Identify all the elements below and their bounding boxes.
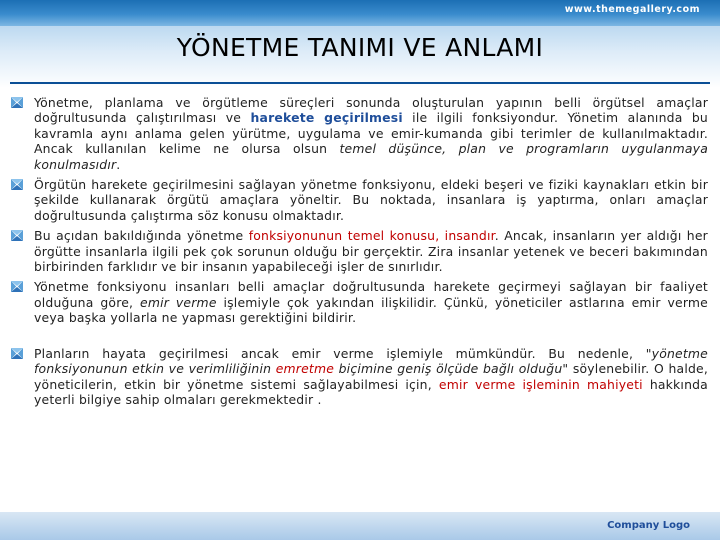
italic-text: emir verme xyxy=(140,294,217,310)
highlight-text: fonksiyonunun temel konusu, insandır xyxy=(248,228,495,244)
diamond-bullet-icon xyxy=(10,96,24,110)
italic-text: biçimine geniş ölçüde bağlı olduğu xyxy=(334,361,563,377)
bullet-paragraph-4 xyxy=(10,279,708,325)
paragraph-text: Yönetme, planlama ve örgütleme süreçleri sonunda oluşturulan yapının belli örgütsel amaçlar doğrultusunda çalıştırılması ve xyxy=(34,95,708,126)
bullet-paragraph-3 xyxy=(10,228,708,274)
highlight-text: emir verme işleminin mahiyeti xyxy=(438,376,643,392)
paragraph-text: ile ilgili fonksiyondur. Yönetim alanında bu kavramla aynı anlama gelen yürütme, uygulama ve emir-kumanda gibi terimler de kullanılmaktadır. Ancak kullanılan kelime ne olursa olsun xyxy=(34,110,708,157)
bullet-paragraph-5 xyxy=(10,346,708,408)
diamond-bullet-icon xyxy=(10,229,24,243)
italic-text: yönetme fonksiyonunun etkin ve verimliliğinin xyxy=(34,345,708,377)
paragraph-text: Yönetme fonksiyonu insanları belli amaçlar doğrultusunda harekete geçirmeyi sağlayan bir faaliyet olduğuna göre, xyxy=(34,279,708,310)
paragraph-text: Planların hayata geçirilmesi ancak emir verme işlemiyle mümkündür. Bu nedenle, " xyxy=(34,345,652,361)
paragraph-text: . xyxy=(116,156,121,172)
paragraph-text: Bu açıdan bakıldığında yönetme xyxy=(34,228,249,244)
highlight-text: emretme xyxy=(275,361,335,377)
site-url[interactable]: www.themegallery.com xyxy=(564,4,700,15)
company-logo: Company Logo xyxy=(607,520,690,531)
paragraph-text: Örgütün harekete geçirilmesini sağlayan yönetme fonksiyonu, eldeki beşeri ve fiziki kaynakları etkin bir şekilde kullanarak örgütü amaçlara yöneltir. Bu noktada, insanlara iş yaptırma, onları amaçlar doğrultusunda çalıştırma söz konusu olmaktadır. xyxy=(34,177,708,223)
diamond-bullet-icon xyxy=(10,178,24,192)
diamond-bullet-icon xyxy=(10,347,24,361)
paragraph-text: " söylenebilir. O halde, yöneticilerin, etkin bir yönetme sistemi sağlayabilmesi için, xyxy=(34,361,708,392)
slide-content xyxy=(10,95,708,412)
diamond-bullet-icon xyxy=(10,280,24,294)
bullet-paragraph-2 xyxy=(10,177,708,223)
bullet-paragraph-1 xyxy=(10,95,708,172)
highlight-text: harekete geçirilmesi xyxy=(250,110,403,126)
italic-text: temel düşünce, plan ve programların uygulanmaya konulmasıdır xyxy=(34,141,708,172)
paragraph-text: . Ancak, insanların yer aldığı her örgütte insanlarla ilgili pek çok sorunun olduğu bir gerçektir. Zira insanlar yetenek ve beceri bakımından birbirinden farklıdır ve bir insanın yapabileceği işler de sınırlıdır. xyxy=(34,228,708,275)
paragraph-text: hakkında yeterli bilgiye sahip olmaları gerekmektedir . xyxy=(34,376,708,407)
paragraph-text: işlemiyle çok yakından ilişkilidir. Çünkü, yöneticiler astlarına emir verme veya başka yollarla ne yapması gerektiğini bildirir. xyxy=(34,294,708,326)
slide-title: YÖNETME TANIMI VE ANLAMI xyxy=(176,33,544,62)
title-divider xyxy=(10,82,710,84)
